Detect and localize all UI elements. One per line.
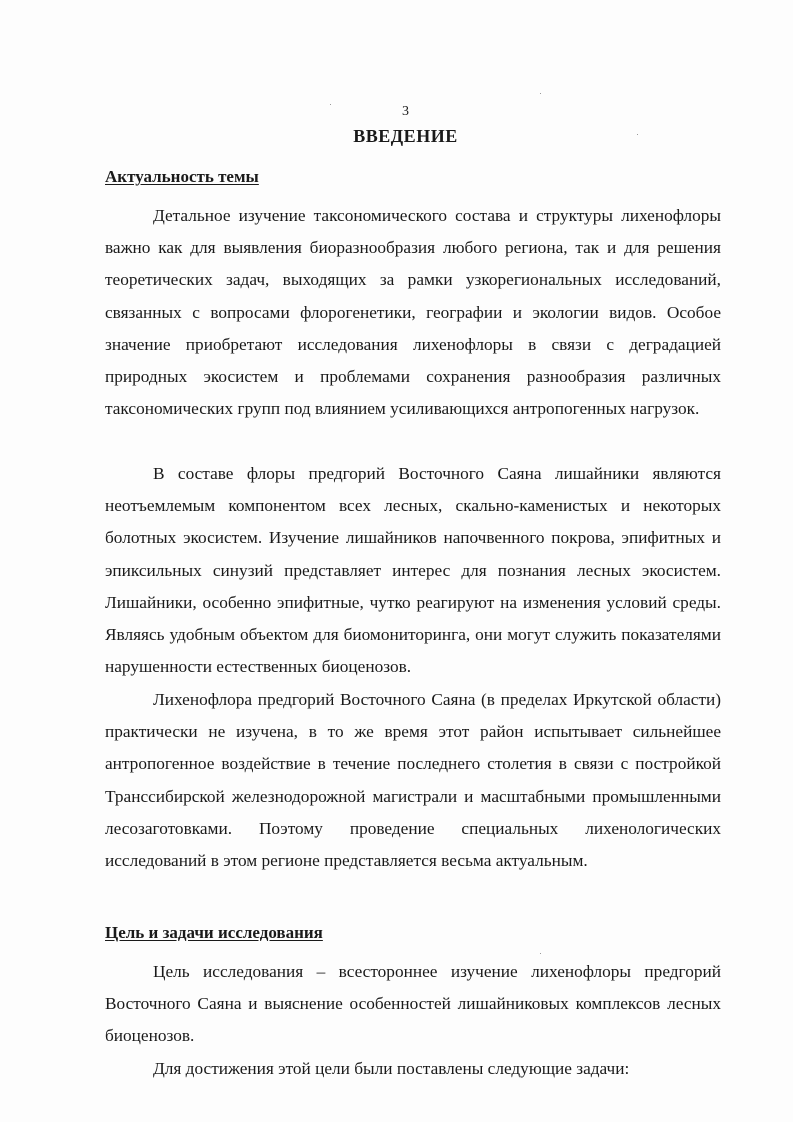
paragraph-goals-1: Цель исследования – всестороннее изучение лихенофлоры предгорий Восточного Саяна и выяснение особенностей лишайниковых комплексов лесных биоценозов.: [105, 962, 721, 1046]
scan-speck: [637, 134, 638, 135]
paragraph-relevance-3: Лихенофлора предгорий Восточного Саяна (в пределах Иркутской области) практически не изучена, в то же время этот район испытывает сильнейшее антропогенное воздействие в течение последнего столетия в связи с постройкой Транссибирской железнодорожной магистрали и масштабными промышленными лесозаготовками. Поэтому проведение специальных лихенологических исследований в этом регионе представляется весьма актуальным.: [105, 690, 721, 871]
paragraph-relevance-2: В составе флоры предгорий Восточного Саяна лишайники являются неотъемлемым компонентом всех лесных, скально-каменистых и некоторых болотных экосистем. Изучение лишайников напочвенного покрова, эпифитных и эпиксильных синузий представляет интерес для познания лесных экосистем. Лишайники, особенно эпифитные, чутко реагируют на изменения условий среды. Являясь удобным объектом для биомониторинга, они могут служить показателями нарушенности естественных биоценозов.: [105, 464, 721, 677]
paragraph-relevance-1: Детальное изучение таксономического состава и структуры лихенофлоры важно как для выявления биоразнообразия любого региона, так и для решения теоретических задач, выходящих за рамки узкорегиональных исследований, связанных с вопросами флорогенетики, географии и экологии видов. Особое значение приобретают исследования лихенофлоры в связи с деградацией природных экосистем и проблемами сохранения разнообразия различных таксономических групп под влиянием усиливающихся антропогенных нагрузок.: [105, 206, 721, 419]
section-heading-goals: Цель и задачи исследования: [105, 923, 323, 942]
section-heading-relevance: Актуальность темы: [105, 167, 259, 186]
page-title: ВВЕДЕНИЕ: [353, 126, 458, 146]
scan-speck: [330, 104, 331, 105]
paragraph-goals-2: Для достижения этой цели были поставлены следующие задачи:: [153, 1059, 630, 1078]
scan-speck: [540, 953, 541, 954]
scan-speck: [540, 93, 541, 94]
page-number: 3: [402, 104, 409, 119]
